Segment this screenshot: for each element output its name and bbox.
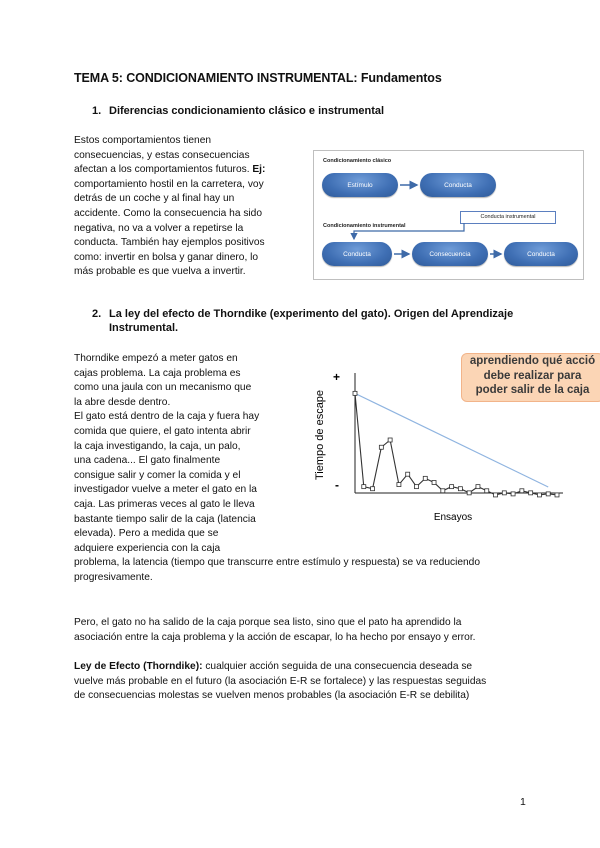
instrumental-node-consequence: Consecuencia (412, 242, 488, 266)
text-line: problema, la latencia (tiempo que transcurre entre estímulo y respuesta) se va reduciendo (74, 557, 481, 569)
text-line: adquiere experiencia con la caja (74, 542, 221, 554)
text-line: vuelve más probable en el futuro (la asociación E-R se fortalece) y las respuestas seguidas (74, 675, 487, 687)
text-line: comportamiento hostil en la carretera, voy (74, 178, 264, 190)
data-point (432, 480, 436, 484)
classical-node-conduct: Conducta (420, 173, 496, 197)
text-line: elevada). Pero a medida que se (74, 528, 219, 540)
text-line: accidente. Como la consecuencia ha sido (74, 207, 263, 219)
text-line: caja. Las primeras veces al gato le lleva (74, 498, 255, 510)
text-line: asociación entre la caja problema y la acción de escapar, lo ha hecho por ensayo y error. (74, 631, 476, 643)
instrumental-node-conduct-2: Conducta (504, 242, 578, 266)
data-point (406, 472, 410, 476)
data-point (467, 491, 471, 495)
feedback-arrow-icon (354, 223, 464, 239)
text-line: Pero, el gato no ha salido de la caja porque sea listo, sino que el pato ha aprendido la (74, 617, 462, 628)
text-line: conducta. También hay ejemplos positivos (74, 237, 265, 249)
page-number: 1 (520, 796, 526, 808)
data-point (546, 492, 550, 496)
callout-line: aprendiendo qué acció (469, 355, 596, 367)
data-point (414, 485, 418, 489)
text-line: más probable es que vuelva a invertir. (74, 266, 246, 278)
text-line: una cadena... El gato finalmente (74, 455, 221, 467)
instrumental-node-conduct: Conducta (322, 242, 392, 266)
text-line: la abre desde dentro. (74, 396, 171, 408)
data-point (388, 438, 392, 442)
section1-title: Diferencias condicionamiento clásico e instrumental (109, 105, 385, 117)
data-point (511, 492, 515, 496)
text-line: progresivamente. (74, 571, 153, 583)
section2-heading (92, 308, 572, 338)
text-line: la caja investigando, la caja, un palo, (74, 440, 241, 452)
x-axis-label: Ensayos (433, 512, 473, 523)
text-line: investigador vuelve a meter el gato en la (74, 484, 257, 496)
section1-number: 1. (92, 105, 102, 117)
data-point (441, 489, 445, 493)
data-point (397, 483, 401, 487)
section2-title-line2: Instrumental. (109, 322, 179, 334)
data-point (502, 491, 506, 495)
escape-time-chart (305, 365, 567, 525)
data-point (555, 493, 559, 497)
y-axis-label: Tiempo de escape (314, 389, 326, 481)
diagram-arrows (314, 151, 583, 279)
paragraph-conclusion (74, 616, 476, 645)
data-point (362, 485, 366, 489)
callout-line: debe realizar para (483, 369, 582, 382)
data-point (485, 489, 489, 493)
classical-label: Condicionamiento clásico (323, 158, 392, 164)
law-text: cualquier acción seguida de una consecuencia deseada se (202, 661, 473, 672)
section2-title-line1: La ley del efecto de Thorndike (experimento del gato). Origen del Aprendizaje (109, 308, 514, 320)
text-line: consigue salir y comer la comida y el (74, 469, 241, 481)
text-line: cajas problema. La caja problema es (74, 367, 241, 379)
y-tick-minus: - (335, 478, 339, 492)
text-line: detrás de un coche y al final hay un (74, 193, 235, 205)
data-point (353, 391, 357, 395)
law-of-effect (74, 660, 486, 704)
text-line: afectan a los comportamientos futuros. (74, 164, 250, 176)
text-line: comida que quiere, el gato intenta abrir (74, 425, 251, 437)
instrumental-label: Condicionamiento instrumental (323, 223, 406, 229)
data-point (476, 485, 480, 489)
law-label: Ley de Efecto (Thorndike): (74, 661, 203, 672)
text-line: El gato está dentro de la caja y fuera hay (74, 411, 260, 423)
text-line-with-ej (74, 163, 265, 178)
section1-paragraph (74, 134, 265, 280)
data-point (450, 485, 454, 489)
text-line: consecuencias, y estas consecuencias (74, 149, 250, 161)
classical-node-stimulus: Estímulo (322, 173, 398, 197)
text-line (74, 660, 486, 675)
text-line: Estos comportamientos tienen (74, 135, 212, 146)
text-line: de consecuencias molestas se vuelven menos probables (la asociación E-R se debilita) (74, 690, 470, 702)
page-title: TEMA 5: CONDICIONAMIENTO INSTRUMENTAL: Fundamentos (74, 71, 442, 85)
text-line: negativa, no va a volver a repetirse la (74, 222, 244, 234)
data-point (458, 487, 462, 491)
text-line: como: invertir en bolsa y ganar dinero, lo (74, 251, 259, 263)
conditioning-diagram (313, 150, 584, 280)
data-point (529, 491, 533, 495)
data-point (371, 487, 375, 491)
feedback-label-box: Conducta instrumental (460, 211, 556, 224)
data-point (423, 476, 427, 480)
text-line: como una jaula con un mecanismo que (74, 382, 252, 394)
data-point (520, 489, 524, 493)
section1-heading (92, 105, 512, 119)
text-line: bastante tiempo salir de la caja (latencia (74, 513, 256, 525)
data-point (537, 493, 541, 497)
callout-line: poder salir de la caja (475, 384, 590, 396)
text-line: Thorndike empezó a meter gatos en (74, 353, 238, 364)
data-point (379, 445, 383, 449)
data-point (494, 493, 498, 497)
y-tick-plus: + (333, 370, 341, 384)
section2-number: 2. (92, 308, 102, 320)
trend-line (355, 393, 548, 487)
ej-label: Ej: (252, 164, 266, 176)
